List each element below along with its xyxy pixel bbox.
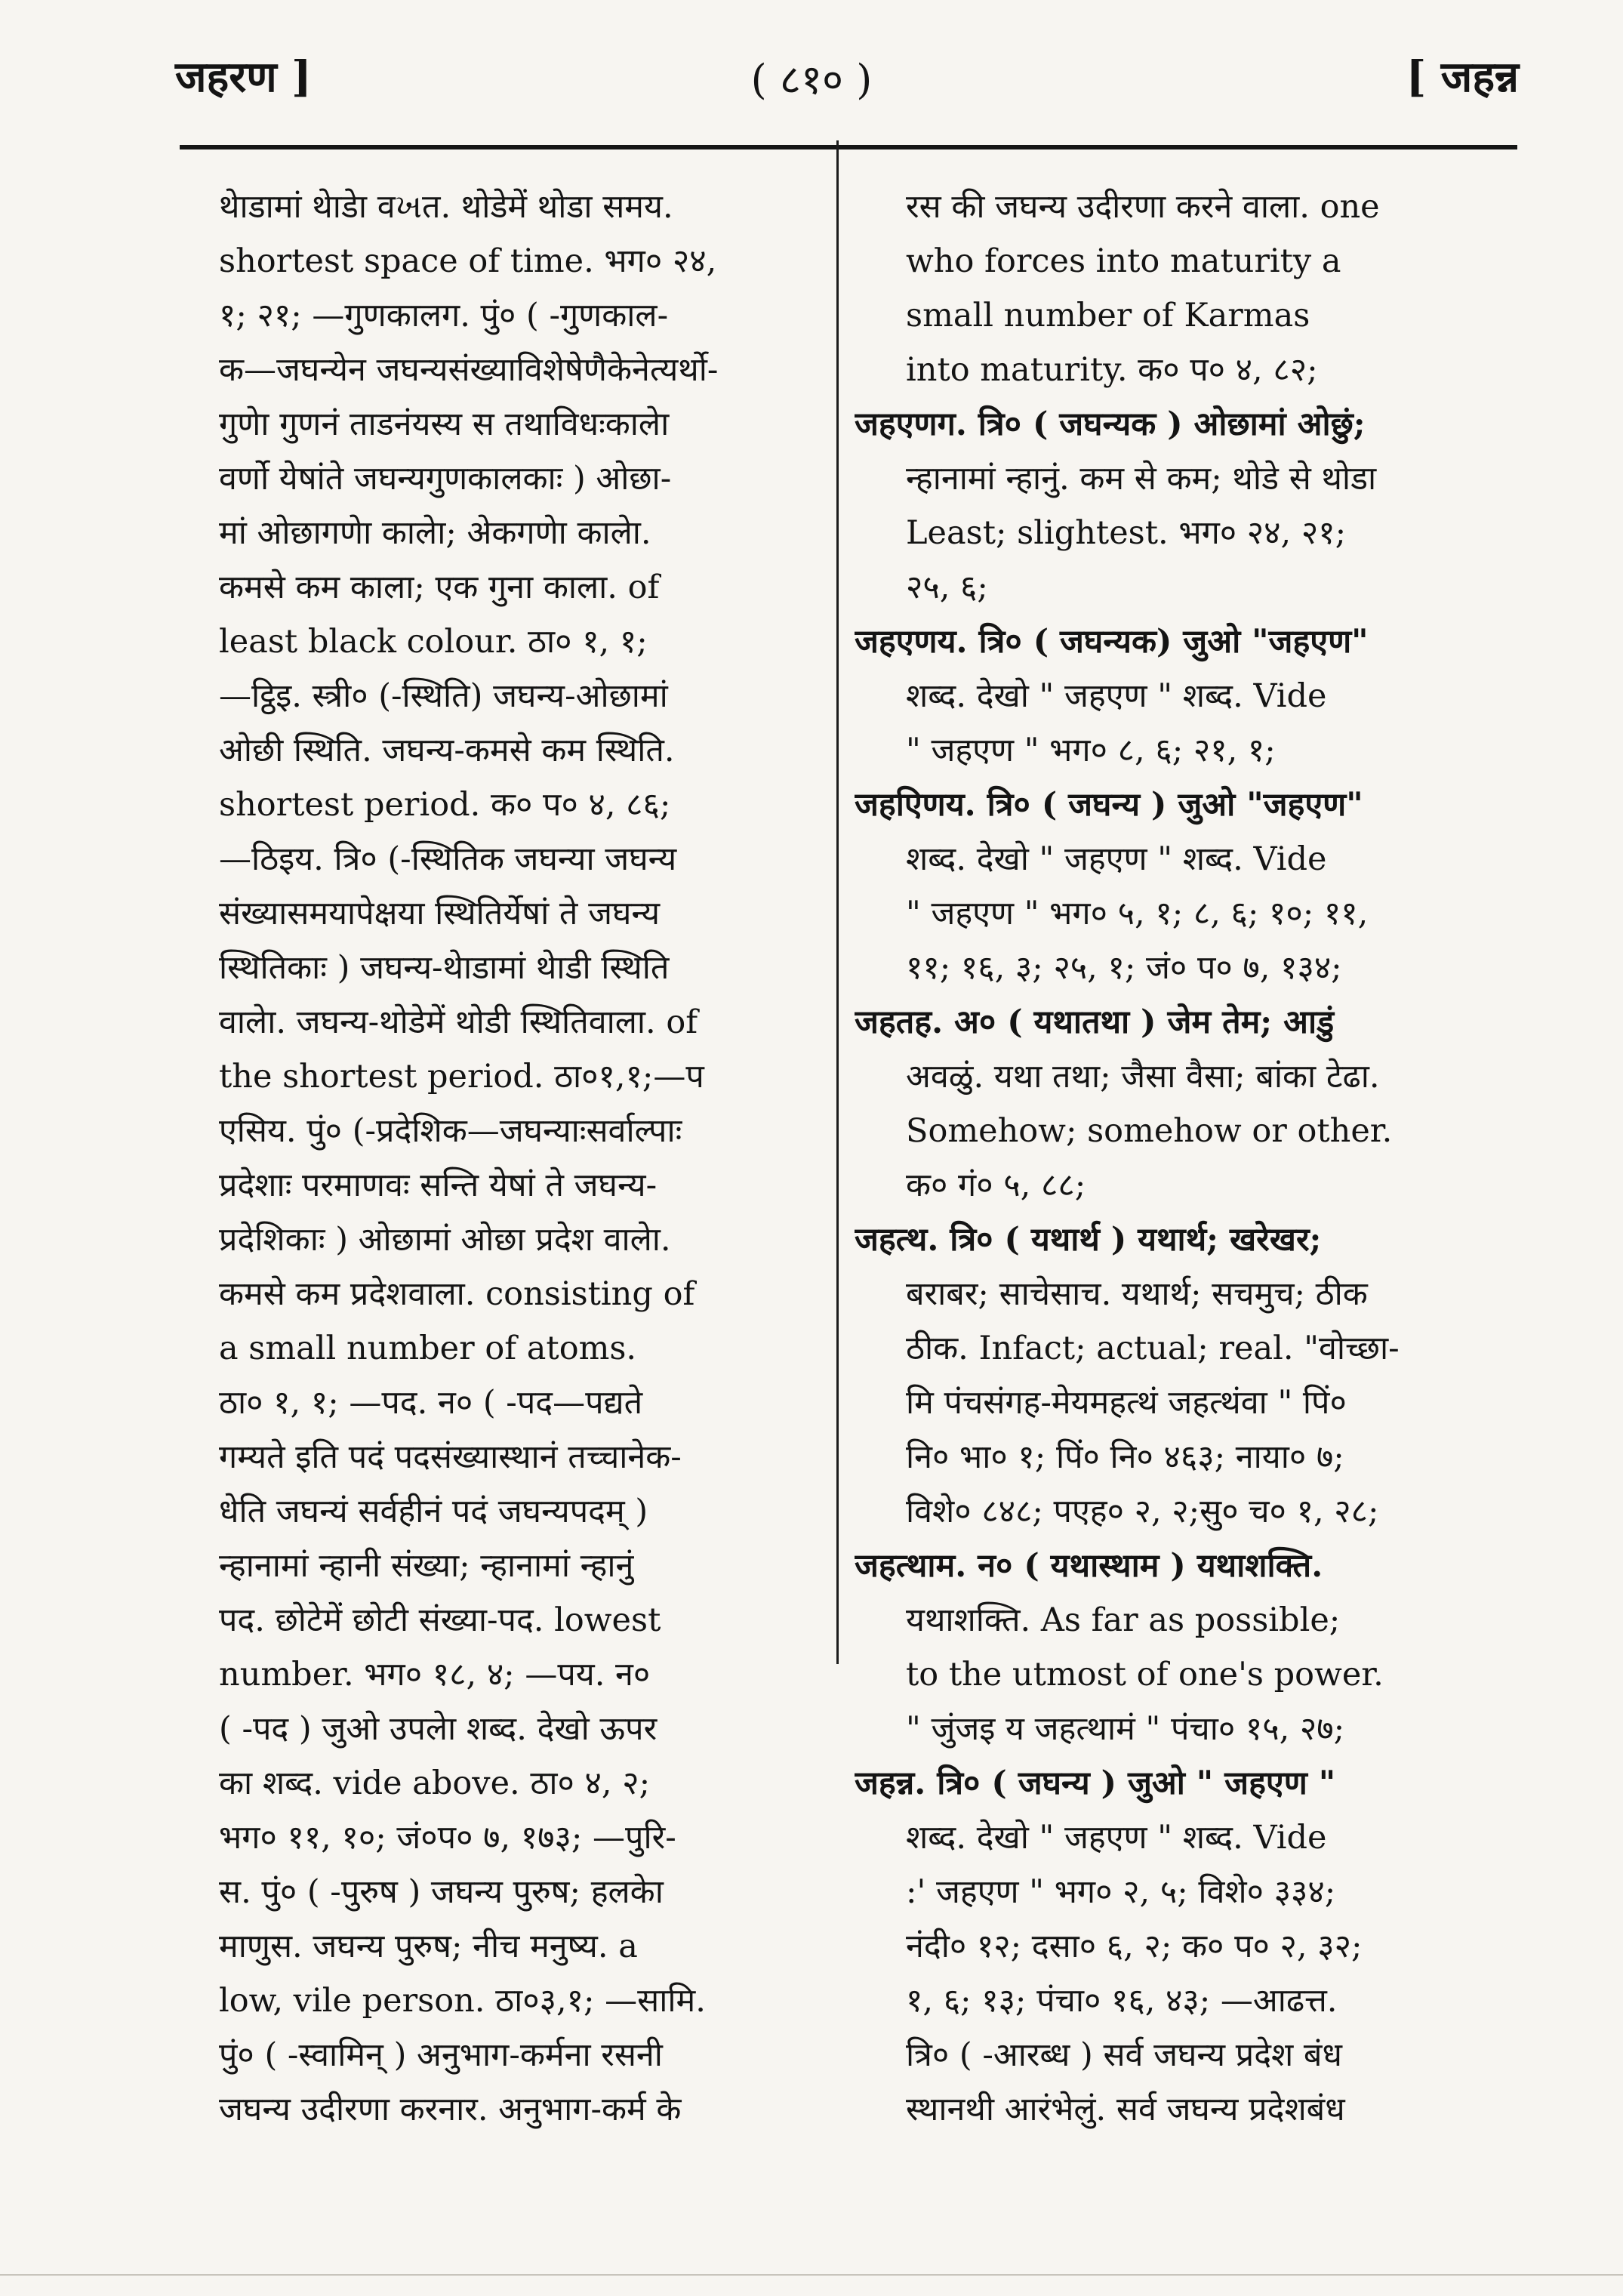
text-line: यथाशक्ति. As far as possible; <box>906 1601 1341 1639</box>
text-line: :' जहएण " भग० २, ५; विशे० ३३४; <box>906 1873 1336 1911</box>
text-line: ( -पद ) जुओ उपलेा शब्द. देखो ऊपर <box>219 1710 658 1748</box>
text-line: low, vile person. ठा०३,१; —सामि. <box>219 1982 706 2020</box>
text-line: क० गं० ५, ८८; <box>906 1166 1086 1204</box>
text-line: १; २१; —गुणकालग. पुं० ( -गुणकाल- <box>219 297 669 334</box>
text-line: स्थानथी आरंभेलुं. सर्व जघन्य प्रदेशबंध <box>906 2091 1345 2128</box>
page-header <box>0 0 1623 151</box>
text-line: भग० ११, १०; जं०प० ७, १७३; —पुरि- <box>219 1819 676 1857</box>
text-line: the shortest period. ठा०१,१;—प <box>219 1058 704 1096</box>
text-line: माणुस. जघन्य पुरुष; नीच मनुष्य. a <box>219 1928 638 1965</box>
column-divider <box>836 140 839 1664</box>
text-line: क—जघन्येन जघन्यसंख्याविशेषेणैकेनेत्यर्थो- <box>219 351 719 389</box>
text-line: गम्यते इति पदं पदसंख्यास्थानं तच्चानेक- <box>219 1438 682 1476</box>
text-line: प्रदेशिकाः ) ओछामां ओछा प्रदेश वालेा. <box>219 1221 671 1259</box>
text-line: धेति जघन्यं सर्वहीनं पदं जघन्यपदम् ) <box>219 1493 648 1530</box>
text-line: into maturity. क० प० ४, ८२; <box>906 351 1318 389</box>
text-line: प्रदेशाः परमाणवः सन्ति येषां ते जघन्य- <box>219 1166 658 1204</box>
text-line: २५, ६; <box>906 569 988 606</box>
text-line: shortest period. क० प० ४, ८६; <box>219 786 671 824</box>
text-line: का शब्द. vide above. ठा० ४, २; <box>219 1764 651 1802</box>
text-line: बराबर; साचेसाच. यथार्थ; सचमुच; ठीक <box>906 1275 1368 1313</box>
text-line: शब्द. देखो " जहएण " शब्द. Vide <box>906 677 1327 715</box>
right-column <box>855 180 1495 2137</box>
text-line: संख्यासमयापेक्षया स्थितिर्येषां ते जघन्य <box>219 895 661 932</box>
text-line: वर्णो येषांते जघन्यगुणकालकाः ) ओछा- <box>219 460 672 498</box>
text-line: शब्द. देखो " जहएण " शब्द. Vide <box>906 1819 1327 1857</box>
text-line: थेाडामां थेाडेा वખत. थोडेमें थोडा समय. <box>219 188 673 226</box>
page-number: ( ८१० ) <box>750 56 873 103</box>
text-line: कमसे कम काला; एक गुना काला. of <box>219 569 660 606</box>
text-line: " जहएण " भग० ५, १; ८, ६; १०; ११, <box>906 895 1369 932</box>
text-line: ठीक. Infact; actual; real. "वोच्छा- <box>906 1330 1400 1367</box>
text-line: कमसे कम प्रदेशवाला. consisting of <box>219 1275 695 1313</box>
left-column <box>219 180 823 2137</box>
header-rule <box>180 145 1517 149</box>
entry-headword-line: जहएिणय. त्रि० ( जघन्य ) जुओ "जहएण" <box>855 786 1363 824</box>
text-line: न्हानामां न्हानुं. कम से कम; थोडे से थोडा <box>906 460 1377 498</box>
text-line: ठा० १, १; —पद. न० ( -पद—पद्यते <box>219 1384 643 1422</box>
text-line: small number of Karmas <box>906 297 1310 334</box>
text-line: नि० भा० १; पिं० नि० ४६३; नाया० ७; <box>906 1438 1344 1476</box>
entry-headword-line: जहतह. अ० ( यथातथा ) जेम तेम; आडुं <box>855 1003 1335 1041</box>
text-line: नंदी० १२; दसा० ६, २; क० प० २, ३२; <box>906 1928 1363 1965</box>
text-line: " जहएण " भग० ८, ६; २१, १; <box>906 732 1276 769</box>
text-line: ११; १६, ३; २५, १; जं० प० ७, १३४; <box>906 949 1342 987</box>
page-bottom-edge <box>0 2274 1623 2276</box>
text-line: ओछी स्थिति. जघन्य-कमसे कम स्थिति. <box>219 732 675 769</box>
text-line: शब्द. देखो " जहएण " शब्द. Vide <box>906 840 1327 878</box>
text-line: who forces into maturity a <box>906 242 1341 280</box>
entry-headword-line: जहएणय. त्रि० ( जघन्यक) जुओ "जहएण" <box>855 623 1369 661</box>
text-line: गुणेा गुणनं ताडनंयस्य स तथाविधःकालेा <box>219 405 670 443</box>
text-line: मां ओछागणेा कालेा; अेकगणेा कालेा. <box>219 514 651 552</box>
text-line: १, ६; १३; पंचा० १६, ४३; —आढत्त. <box>906 1982 1338 2020</box>
header-left-guide-word: जहरण ] <box>175 52 312 102</box>
text-line: मि पंचसंगह-मेयमहत्थं जहत्थंवा " पिं० <box>906 1384 1347 1422</box>
text-line: पुं० ( -स्वामिन् ) अनुभाग-कर्मना रसनी <box>219 2036 663 2074</box>
header-right-guide-word: [ जहन्न <box>1406 52 1519 102</box>
entry-headword-line: जहत्थ. त्रि० ( यथार्थ ) यथार्थ; खरेखर; <box>855 1221 1322 1259</box>
text-line: स्थितिकाः ) जघन्य-थेाडामां थेाडी स्थिति <box>219 949 670 987</box>
text-line: " जुंजइ य जहत्थामं " पंचा० १५, २७; <box>906 1710 1345 1748</box>
text-line: least black colour. ठा० १, १; <box>219 623 648 661</box>
text-line: a small number of atoms. <box>219 1330 637 1367</box>
text-line: एसिय. पुं० (-प्रदेशिक—जघन्याःसर्वाल्पाः <box>219 1112 682 1150</box>
text-line: पद. छोटेमें छोटी संख्या-पद. lowest <box>219 1601 661 1639</box>
text-line: त्रि० ( -आरब्ध ) सर्व जघन्य प्रदेश बंध <box>906 2036 1342 2074</box>
text-line: विशे० ८४८; पएह० २, २;सु० च० १, २८; <box>906 1493 1379 1530</box>
text-line: Least; slightest. भग० २४, २१; <box>906 514 1347 552</box>
text-line: स. पुं० ( -पुरुष ) जघन्य पुरुष; हलकेा <box>219 1873 664 1911</box>
entry-headword-line: जहएणग. त्रि० ( जघन्यक ) ओछामां ओछुं; <box>855 405 1366 443</box>
text-line: जघन्य उदीरणा करनार. अनुभाग-कर्म के <box>219 2091 682 2128</box>
text-line: अवळुं. यथा तथा; जैसा वैसा; बांका टेढा. <box>906 1058 1380 1096</box>
text-line: न्हानामां न्हानी संख्या; न्हानामां न्हानुं <box>219 1547 634 1585</box>
text-line: —ठिइय. त्रि० (-स्थितिक जघन्या जघन्य <box>219 840 677 878</box>
text-line: —ट्ठिइ. स्त्री० (-स्थिति) जघन्य-ओछामां <box>219 677 668 715</box>
text-line: number. भग० १८, ४; —पय. न० <box>219 1656 651 1693</box>
text-line: रस की जघन्य उदीरणा करने वाला. one <box>906 188 1380 226</box>
text-line: वालेा. जघन्य-थोडेमें थोडी स्थितिवाला. of <box>219 1003 698 1041</box>
text-line: Somehow; somehow or other. <box>906 1112 1393 1150</box>
entry-headword-line: जहत्थाम. न० ( यथास्थाम ) यथाशक्ति. <box>855 1547 1323 1585</box>
text-line: to the utmost of one's power. <box>906 1656 1384 1693</box>
text-line: shortest space of time. भग० २४, <box>219 242 717 280</box>
entry-headword-line: जहन्न. त्रि० ( जघन्य ) जुओ " जहएण " <box>855 1764 1336 1802</box>
